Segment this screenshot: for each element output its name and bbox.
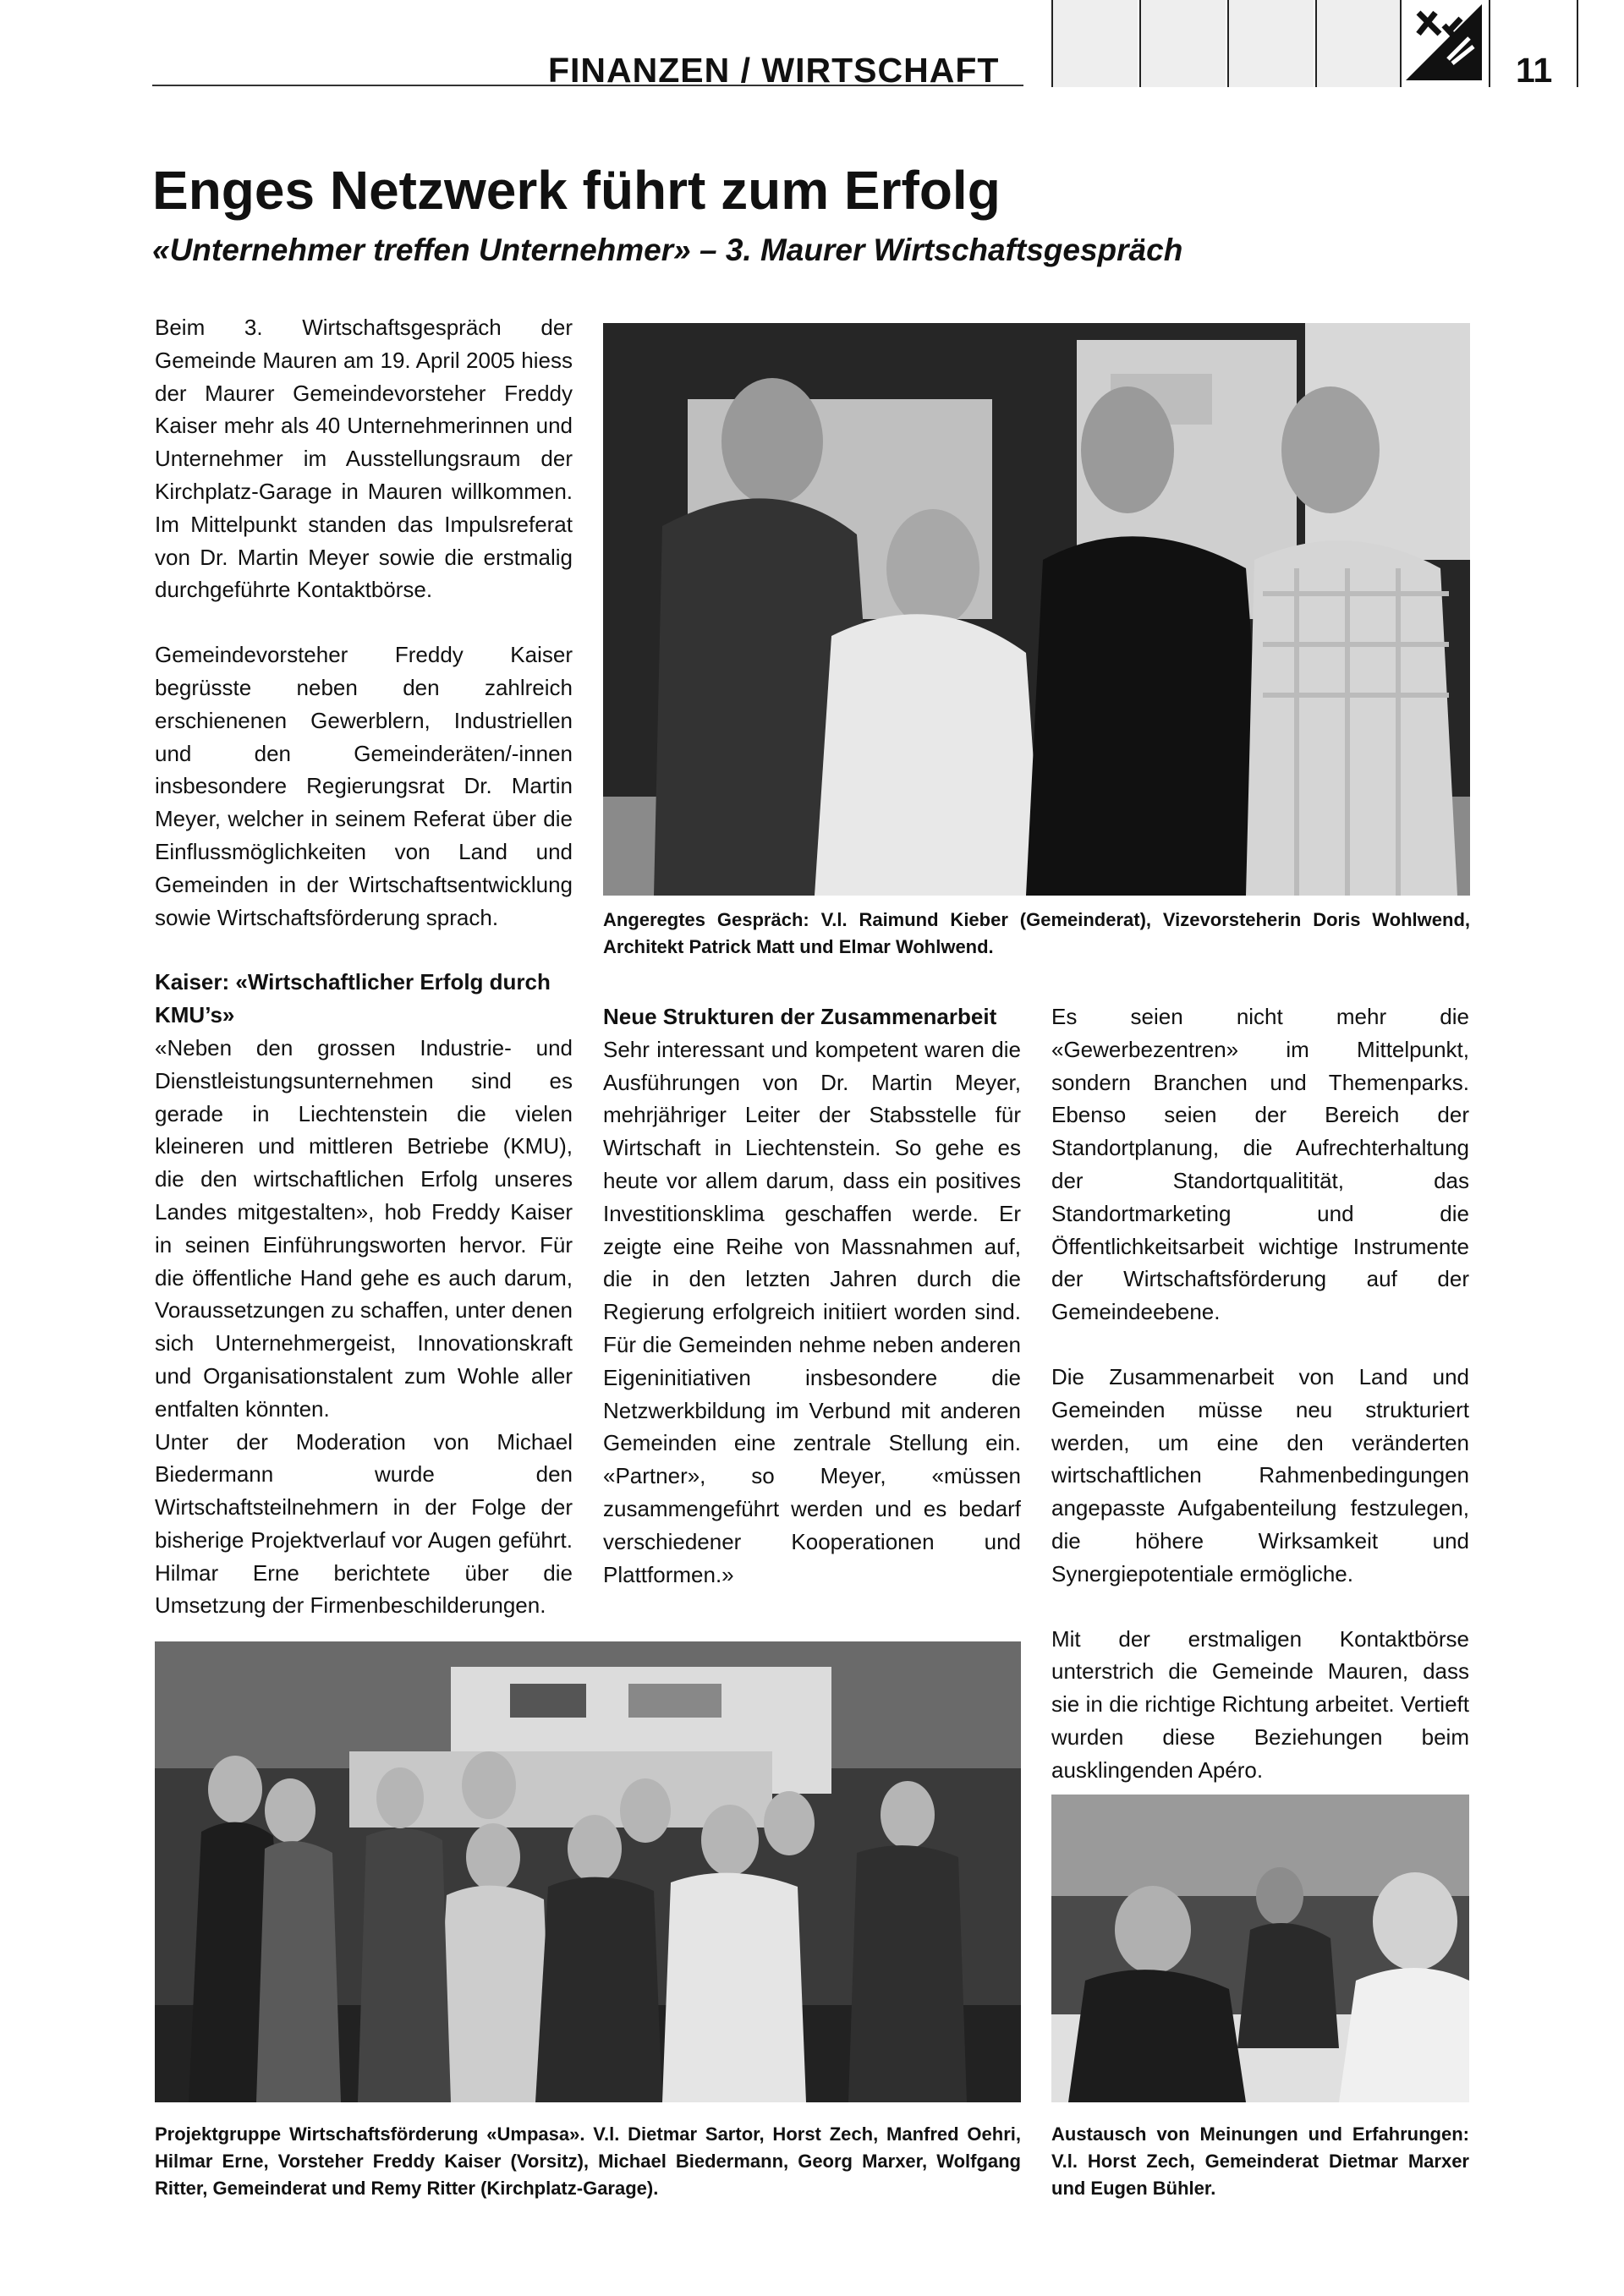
section-title: FINANZEN / WIRTSCHAFT — [548, 51, 1000, 90]
photo-exchange — [1051, 1795, 1469, 2102]
text-column-1 — [155, 311, 573, 1622]
photo-caption: Angeregtes Gespräch: V.l. Raimund Kieber (Gemeinderat), Vizevorsteherin Doris Wohlwend, Architekt Patrick Matt und Elmar Wohlwend. — [603, 909, 1470, 957]
header-tab — [1227, 0, 1314, 87]
paragraph: Beim 3. Wirtschaftsgespräch der Gemeinde Mauren am 19. April 2005 hiess der Maurer Gemeindevorsteher Freddy Kaiser mehr als 40 Unternehmerinnen und Unternehmer im Ausstellungsraum der Kirchplatz-Garage in Mauren willkommen. Im Mittelpunkt standen das Impulsreferat von Dr. Martin Meyer sowie die erstmalig durchgeführte Kontaktbörse. — [155, 315, 573, 603]
photo-project-group — [155, 1641, 1021, 2102]
header-tab — [1139, 0, 1226, 87]
paragraph: Sehr interessant und kompetent waren die Ausführungen von Dr. Martin Meyer, mehrjähriger Leiter der Stabsstelle für Wirtschaft in Liechtenstein. So gehe es heute vor allem darum, dass ein positives Investitionsklima geschaffen werde. Er zeigte eine Reihe von Massnahmen auf, die in den letzten Jahren durch die Regierung erfolgreich initiiert worden sind. Für die Gemeinden nehme neben anderen Eigeninitiativen insbesondere die Netzwerkbildung im Verbund mit anderen Gemeinden eine zentrale Stellung ein. «Partner», so Meyer, «müssen zusammengeführt werden und es bedarf verschiedener Kooperationen und Plattformen.» — [603, 1036, 1021, 1587]
paragraph: «Neben den grossen Industrie- und Dienstleistungsunternehmen sind es gerade in Liechtenstein die vielen kleineren und mittleren Betriebe (KMU), die den wirtschaftlichen Erfolg unseres Landes mitgestalten», hob Freddy Kaiser in seinen Einführungsworten hervor. Für die öffentliche Hand gehe es auch darum, Voraussetzungen zu schaffen, unter denen sich Unternehmergeist, Innovationskraft und Organisationstalent zum Wohle aller entfalten könnten. — [155, 1034, 573, 1422]
text-column-3 — [1051, 1000, 1469, 1819]
text-column-2 — [603, 1000, 1021, 1591]
photo-caption: Austausch von Meinungen und Erfahrungen: V.l. Horst Zech, Gemeinderat Dietmar Marxer und Eugen Bühler. — [1051, 2123, 1469, 2199]
header-tab — [1051, 0, 1138, 87]
subheading: Kaiser: «Wirtschaftlicher Erfolg durch KMU’s» — [155, 969, 551, 1028]
header-edge — [1577, 0, 1578, 87]
header-icon-box — [1400, 0, 1486, 87]
article-title: Enges Netzwerk führt zum Erfolg — [152, 160, 1001, 221]
photo-caption: Projektgruppe Wirtschaftsförderung «Umpasa». V.l. Dietmar Sartor, Horst Zech, Manfred Oehri, Hilmar Erne, Vorsteher Freddy Kaiser (Vorsitz), Michael Biedermann, Georg Marxer, Wolfgang Ritter, Gemeinderat und Remy Ritter (Kirchplatz-Garage). — [155, 2123, 1021, 2199]
paragraph: Die Zusammenarbeit von Land und Gemeinden müsse neu strukturiert werden, um eine den veränderten wirtschaftlichen Rahmenbedingungen angepasste Aufgabenteilung festzulegen, die höhere Wirksamkeit und Synergiepotentiale ermögliche. — [1051, 1363, 1469, 1586]
page-number: 11 — [1516, 51, 1553, 90]
photo-conversation — [603, 323, 1470, 896]
article-subtitle: «Unternehmer treffen Unternehmer» – 3. Maurer Wirtschaftsgespräch — [152, 233, 1183, 267]
paragraph: Unter der Moderation von Michael Biedermann wurde den Wirtschaftsteilnehmern in der Folge der bisherige Projektverlauf vor Augen geführt. Hilmar Erne berichtete über die Umsetzung der Firmenbeschilderungen. — [155, 1428, 573, 1619]
paragraph: Gemeindevorsteher Freddy Kaiser begrüsste neben den zahlreich erschienenen Gewerblern, Industriellen und den Gemeinderäten/-innen insbesondere Regierungsrat Dr. Martin Meyer, welcher in seinem Referat über die Einflussmöglichkeiten von Land und Gemeinden in der Wirtschaftsentwicklung sowie Wirtschaftsförderung sprach. — [155, 642, 573, 930]
header-tab — [1315, 0, 1402, 87]
subheading: Neue Strukturen der Zusammenarbeit — [603, 1004, 997, 1029]
tools-icon — [1402, 0, 1486, 85]
paragraph: Mit der erstmaligen Kontaktbörse unterstrich die Gemeinde Mauren, dass sie in die richtige Richtung arbeitet. Vertieft wurden diese Beziehungen beim ausklingenden Apéro. — [1051, 1625, 1469, 1783]
paragraph: Es seien nicht mehr die «Gewerbezentren» im Mittelpunkt, sondern Branchen und Themenparks. Ebenso seien der Bereich der Standortplanung, die Aufrechterhaltung der Standortqualitität, das Standortmarketing und die Öffentlichkeitsarbeit wichtige Instrumente der Wirtschaftsförderung auf der Gemeindeebene. — [1051, 1004, 1469, 1325]
